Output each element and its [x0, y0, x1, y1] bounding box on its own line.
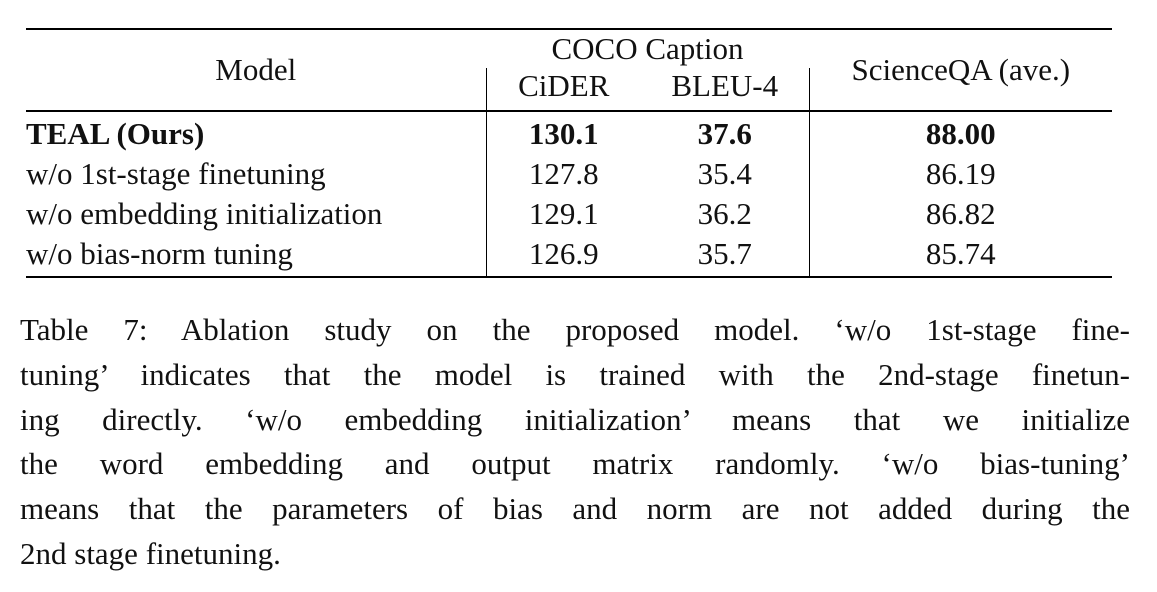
- cell-model: w/o bias-norm tuning: [26, 234, 486, 277]
- cell-scienceqa: 86.82: [925, 196, 996, 231]
- caption-line: the word embedding and output matrix randomly. ‘w/o bias-tuning’: [20, 446, 1130, 482]
- cell-bleu4: 35.7: [641, 234, 809, 277]
- header-scienceqa: ScienceQA (ave.): [809, 29, 1112, 111]
- caption-line: means that the parameters of bias and norm are not added during the: [20, 491, 1130, 527]
- ablation-table: [26, 28, 1112, 278]
- cell-scienceqa: 88.00: [925, 116, 996, 151]
- cell-model: TEAL (Ours): [26, 116, 205, 151]
- cell-cider: 129.1: [486, 194, 641, 234]
- table-row: [26, 194, 1112, 234]
- cell-bleu4: 36.2: [641, 194, 809, 234]
- header-row-1: [26, 29, 1112, 68]
- ablation-table-container: [26, 28, 1112, 278]
- caption-line: 2nd stage finetuning.: [20, 535, 281, 571]
- table-row: [26, 111, 1112, 154]
- header-bleu4: BLEU-4: [641, 68, 809, 111]
- cell-cider: 126.9: [486, 234, 641, 277]
- header-cider: CiDER: [486, 68, 641, 111]
- table-caption: [20, 308, 1130, 577]
- cell-cider: 127.8: [486, 154, 641, 194]
- cell-scienceqa: 86.19: [925, 156, 996, 191]
- cell-model: w/o 1st-stage finetuning: [26, 156, 326, 191]
- caption-line: tuning’ indicates that the model is trained with the 2nd-stage finetun-: [20, 356, 1130, 392]
- caption-line: ing directly. ‘w/o embedding initialization’ means that we initialize: [20, 401, 1130, 437]
- table-row: [26, 234, 1112, 277]
- table-row: [26, 154, 1112, 194]
- cell-scienceqa: 85.74: [809, 234, 1112, 277]
- cell-model: w/o embedding initialization: [26, 196, 383, 231]
- cell-bleu4: 35.4: [641, 154, 809, 194]
- header-model: Model: [26, 29, 486, 111]
- header-coco-caption: COCO Caption: [486, 29, 809, 68]
- caption-line: Table 7: Ablation study on the proposed model. ‘w/o 1st-stage fine-: [20, 312, 1130, 347]
- cell-cider: 130.1: [486, 111, 641, 154]
- cell-bleu4: 37.6: [641, 111, 809, 154]
